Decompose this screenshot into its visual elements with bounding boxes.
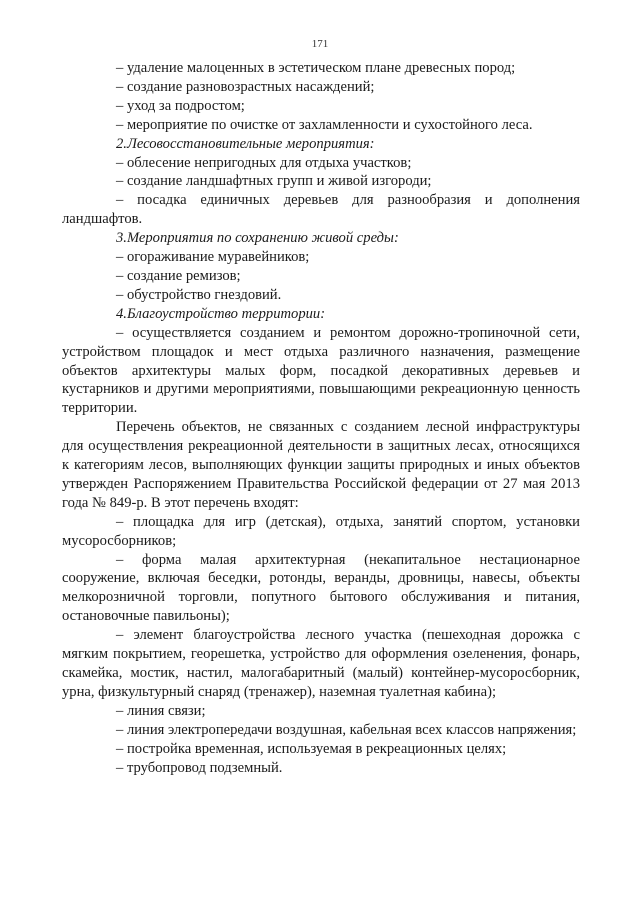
- section-heading: 3.Мероприятия по сохранению живой среды:: [116, 230, 399, 247]
- list-item: – облесение непригодных для отдыха участков;: [116, 154, 412, 171]
- list-item: – линия связи;: [116, 702, 206, 719]
- paragraph: – осуществляется созданием и ремонтом дорожно-тропиночной сети, устройством площадок и мест отдыха различного назначения, размещение объектов архитектуры малых форм, посадкой декоративных деревьев и кустарников и другими мероприятиями, повышающими рекреационную ценность территории.: [62, 324, 580, 417]
- list-item: – форма малая архитектурная (некапитальное нестационарное сооружение, включая беседки, ротонды, веранды, дровницы, навесы, объекты мелкорозничной торговли, попутного бытового обслуживания и питания, остановочные павильоны);: [62, 551, 580, 625]
- body-text: [62, 59, 580, 777]
- list-item: – создание разновозрастных насаждений;: [116, 78, 375, 95]
- page-number: 171: [311, 38, 329, 50]
- list-item: – огораживание муравейников;: [116, 249, 310, 266]
- list-item: – посадка единичных деревьев для разнообразия и дополнения ландшафтов.: [62, 192, 580, 228]
- list-item: – элемент благоустройства лесного участка (пешеходная дорожка с мягким покрытием, георешетка, устройство для оформления озеленения, фонарь, скамейка, мостик, настил, малогабаритный (малый) контейнер-мусоросборник, урна, физкультурный снаряд (тренажер), наземная туалетная кабина);: [62, 627, 580, 700]
- list-item: – линия электропередачи воздушная, кабельная всех классов напряжения;: [116, 721, 577, 738]
- list-item: – постройка временная, используемая в рекреационных целях;: [116, 740, 507, 757]
- list-item: – площадка для игр (детская), отдыха, занятий спортом, установки мусоросборников;: [62, 513, 580, 549]
- list-item: – создание ремизов;: [116, 267, 241, 284]
- list-item: – трубопровод подземный.: [116, 759, 283, 776]
- section-heading: 2.Лесовосстановительные мероприятия:: [116, 135, 375, 152]
- paragraph: Перечень объектов, не связанных с созданием лесной инфраструктуры для осуществления рекреационной деятельности в защитных лесах, относящихся к категориям лесов, выполняющих функции защиты природных и иных объектов утвержден Распоряжением Правительства Российской федерации от 27 мая 2013 года № 849-р. В этот перечень входят:: [62, 419, 580, 511]
- list-item: – удаление малоценных в эстетическом плане древесных пород;: [116, 60, 516, 76]
- list-item: – мероприятие по очистке от захламленности и сухостойного леса.: [116, 116, 533, 133]
- list-item: – создание ландшафтных групп и живой изгороди;: [116, 173, 432, 190]
- section-heading: 4.Благоустройство территории:: [116, 305, 326, 322]
- list-item: – уход за подростом;: [116, 97, 245, 114]
- list-item: – обустройство гнездовий.: [116, 286, 282, 303]
